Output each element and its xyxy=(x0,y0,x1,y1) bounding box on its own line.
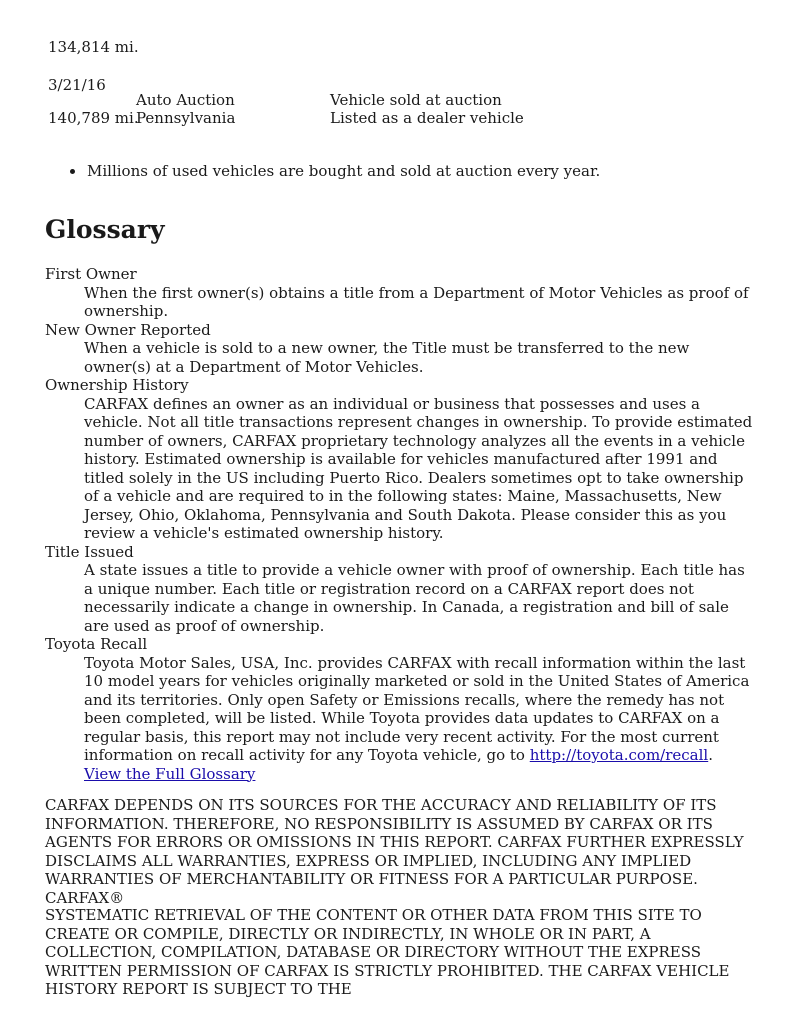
glossary-term-title-issued: Title Issued xyxy=(45,542,134,561)
record-source-type: Auto Auction xyxy=(136,91,235,109)
disclaimer-reliability: CARFAX DEPENDS ON ITS SOURCES FOR THE ACCURACY AND RELIABILITY OF ITS INFORMATION. THEREFORE, NO RESPONSIBILITY IS ASSUMED BY CARFAX OR ITS AGENTS FOR ERRORS OR OMISSIONS IN THIS REPORT. CARFAX FURTHER EXPRESSLY DISCLAIMS ALL WARRANTIES, EXPRESS OR IMPLIED, INCLUDING ANY IMPLIED WARRANTIES OF MERCHANTABILITY OR FITNESS FOR A PARTICULAR PURPOSE. CARFAX® xyxy=(45,796,744,907)
record-comment-listed: Listed as a dealer vehicle xyxy=(330,109,524,127)
previous-record-mileage: 134,814 mi. xyxy=(48,38,139,56)
disclaimer-retrieval: SYSTEMATIC RETRIEVAL OF THE CONTENT OR OTHER DATA FROM THIS SITE TO CREATE OR COMPILE, DIRECTLY OR INDIRECTLY, IN WHOLE OR IN PART, A COLLECTION, COMPILATION, DATABASE OR DIRECTORY WITHOUT THE EXPRESS WRITTEN PERMISSION OF CARFAX IS STRICTLY PROHIBITED. THE CARFAX VEHICLE HISTORY REPORT IS SUBJECT TO THE xyxy=(45,906,730,998)
glossary-definition-toyota-recall xyxy=(84,654,755,784)
glossary-definition-new-owner-reported: When a vehicle is sold to a new owner, the Title must be transferred to the new owner(s) at a Department of Motor Vehicles. xyxy=(84,339,690,376)
glossary-term-first-owner: First Owner xyxy=(45,265,137,283)
toyota-recall-suffix: . xyxy=(708,746,713,764)
glossary-list xyxy=(45,265,755,783)
glossary-term-ownership-history: Ownership History xyxy=(45,376,189,394)
glossary-definition-title-issued: A state issues a title to provide a vehicle owner with proof of ownership. Each title has a unique number. Each title or registration record on a CARFAX report does not necessarily indicate a change in ownership. In Canada, a registration and bill of sale are used as proof of ownership. xyxy=(84,561,745,635)
record-mileage: 140,789 mi. xyxy=(48,109,139,127)
record-source-location: Pennsylvania xyxy=(136,109,236,127)
glossary-term-toyota-recall: Toyota Recall xyxy=(45,635,148,653)
glossary-definition-first-owner: When the first owner(s) obtains a title from a Department of Motor Vehicles as proof of ownership. xyxy=(84,283,749,320)
auction-note-item: Millions of used vehicles are bought and sold at auction every year. xyxy=(68,162,600,181)
toyota-recall-text: Toyota Motor Sales, USA, Inc. provides CARFAX with recall information within the last 10 model years for vehicles originally marketed or sold in the United States of America and its territories. Only open Safety or Emissions recalls, where the remedy has not been completed, will be listed. While Toyota provides data updates to CARFAX on a regular basis, this report may not include very recent activity. For the most current information on recall activity for any Toyota vehicle, go to xyxy=(84,653,750,764)
glossary-definition-ownership-history: CARFAX defines an owner as an individual or business that possesses and uses a vehicle. Not all title transactions represent changes in ownership. To provide estimated number of owners, CARFAX proprietary technology analyzes all the events in a vehicle history. Estimated ownership is available for vehicles manufactured after 1991 and titled solely in the US including Puerto Rico. Dealers sometimes opt to take ownership of a vehicle and are required to in the following states: Maine, Massachusetts, New Jersey, Ohio, Oklahoma, Pennsylvania and South Dakota. Please consider this as you review a vehicle's estimated ownership history. xyxy=(84,394,753,542)
full-glossary-link[interactable]: View the Full Glossary xyxy=(84,764,256,783)
glossary-term-new-owner-reported: New Owner Reported xyxy=(45,320,211,339)
record-date: 3/21/16 xyxy=(48,76,106,94)
toyota-recall-link[interactable]: http://toyota.com/recall xyxy=(529,746,709,764)
record-comment-sold: Vehicle sold at auction xyxy=(330,91,502,109)
auction-note-list xyxy=(68,162,600,181)
glossary-heading: Glossary xyxy=(45,215,165,244)
